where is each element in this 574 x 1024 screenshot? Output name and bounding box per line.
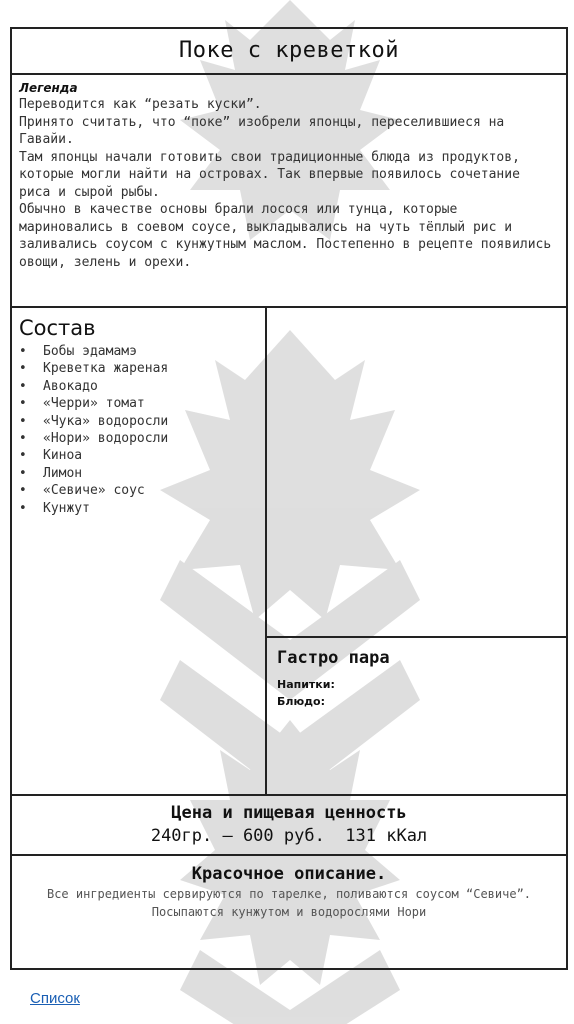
ingredient-label: «Чука» водоросли [43,413,169,429]
price-values: 240гр. – 600 руб. 131 кКал [150,826,428,846]
list-item [19,430,258,447]
ingredient-label: «Севиче» соус [43,483,145,499]
ingredient-label: «Черри» томат [43,396,145,412]
page-title: Поке с креветкой [179,38,399,63]
bullet-icon: • [19,396,27,412]
description-box [10,854,568,970]
list-item [19,413,258,430]
list-link[interactable]: Список [30,990,80,1007]
bullet-icon: • [19,344,27,359]
price-box [10,794,568,856]
ingredient-label: Киноа [43,448,83,464]
bullet-icon: • [19,361,27,377]
list-item [19,343,258,360]
ingredient-label: Лимон [43,465,83,481]
ingredients-list [19,343,258,517]
legend-heading: Легенда [19,81,78,95]
dish-label: Блюдо: [277,695,325,708]
list-item [19,447,258,464]
gastro-title: Гастро пара [277,648,390,668]
list-item [19,378,258,395]
bullet-icon: • [19,378,27,394]
list-item [19,482,258,499]
title-box [10,27,568,75]
description-title: Красочное описание. [191,864,387,884]
ingredient-label: Креветка жареная [43,361,169,377]
legend-box [10,73,568,308]
ingredient-label: «Нори» водоросли [43,431,169,447]
description-text: Все ингредиенты сервируются по тарелке, поливаются соусом “Севиче”. Посыпаются кунжутом и водорослями Нори [46,887,532,919]
ingredient-label: Авокадо [43,378,98,394]
bullet-icon: • [19,500,27,516]
list-item [19,395,258,412]
list-item [19,500,258,517]
list-item [19,360,258,377]
composition-box [10,306,267,796]
legend-text: Переводится как “резать куски”. Принято считать, что “поке” изобрели японцы, переселившиеся на Гавайи. Там японцы начали готовить свои традиционные блюда из продуктов, которые могли найти на островах. Так впервые появилось сочетание риса и сырой рыбы. Обычно в качестве основы брали лосося или тунца, которые мариновались в соевом соусе, выкладывались на чуть тёплый рис и заливались соусом с кунжутным маслом. Постепенно в рецепте появились овощи, зелень и орехи. [19,97,552,270]
bullet-icon: • [19,413,27,429]
list-item [19,465,258,482]
bullet-icon: • [19,448,27,464]
bullet-icon: • [19,483,27,499]
bullet-icon: • [19,431,27,447]
price-title: Цена и пищевая ценность [171,803,407,823]
composition-title: Состав [19,316,96,340]
ingredient-label: Бобы эдамамэ [43,344,137,359]
drinks-label: Напитки: [277,678,335,691]
ingredient-label: Кунжут [43,500,90,516]
photo-placeholder-box [265,306,568,638]
bullet-icon: • [19,465,27,481]
gastro-pair-box [265,636,568,796]
